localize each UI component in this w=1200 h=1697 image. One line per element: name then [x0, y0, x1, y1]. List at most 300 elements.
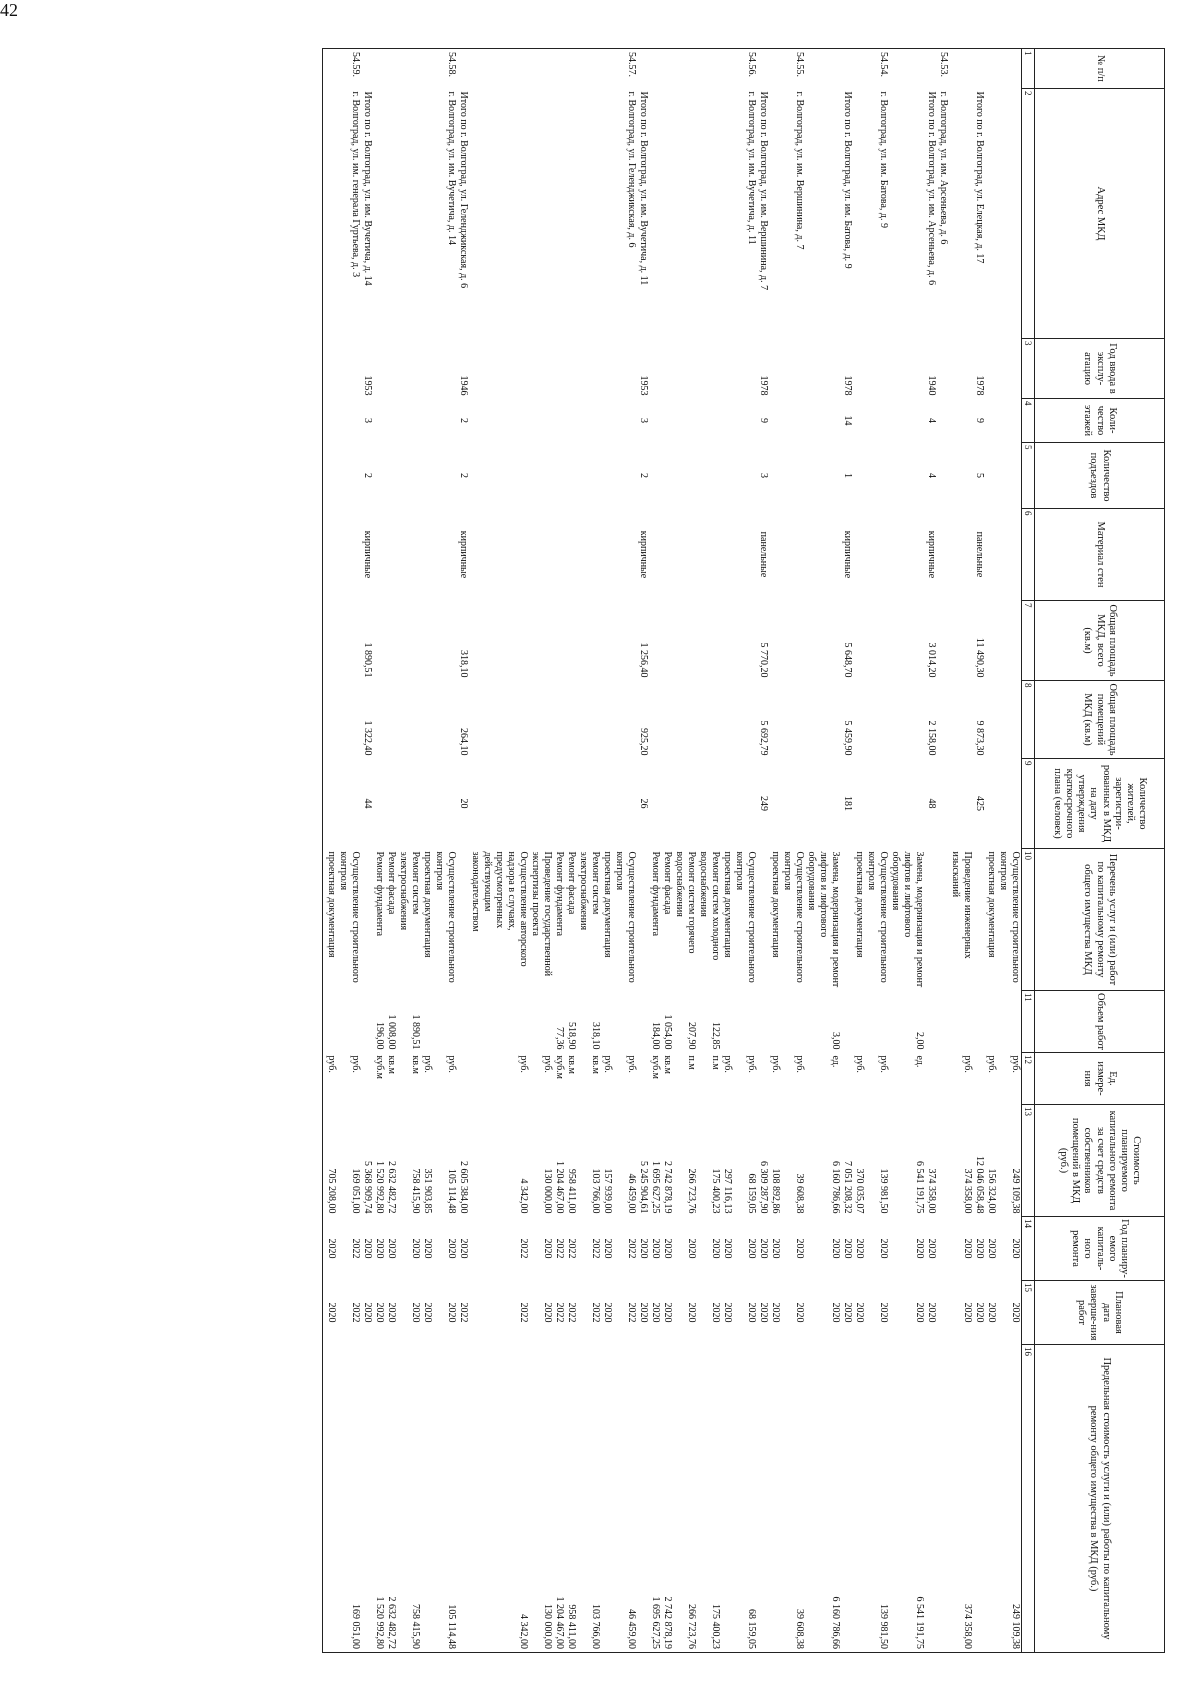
year-built-cell: 1953 — [362, 375, 373, 396]
row-number-cell — [553, 49, 565, 89]
unit-cell: руб. — [602, 1055, 613, 1073]
col-header: Год планиру-емого капиталь-ного ремонта — [1035, 1217, 1165, 1281]
row-number-cell — [637, 49, 649, 89]
row-number-cell — [661, 49, 673, 89]
col-header: Объем работ — [1035, 991, 1165, 1053]
total-area-cell — [673, 601, 697, 681]
cost-limit-cell: 1 695 627,25 — [649, 1345, 661, 1653]
wall-material-cell — [373, 509, 385, 601]
unit-cell — [457, 1053, 469, 1105]
residents-count-cell: 181 — [842, 796, 853, 811]
floor-count-cell — [949, 399, 973, 443]
cost-limit-cell: 130 000,00 — [529, 1345, 553, 1653]
planned-cost-cell: 2 632 482,72 — [386, 1161, 397, 1214]
year-built-cell — [469, 339, 529, 399]
row-number-cell — [997, 49, 1022, 89]
work-volume-cell — [529, 991, 553, 1053]
work-item-cell — [973, 849, 985, 991]
residents-count-cell — [385, 759, 397, 849]
unit-cell — [925, 1053, 937, 1105]
premises-area-cell — [661, 681, 673, 759]
year-built-cell: 1946 — [458, 375, 469, 396]
planned-cost-cell: 175 400,23 — [710, 1168, 721, 1214]
unit-cell: ед. — [914, 1055, 925, 1068]
repair-year-cell: 2020 — [710, 1238, 721, 1259]
unit-cell: руб. — [878, 1055, 889, 1073]
premises-area-cell — [613, 681, 637, 759]
work-item-cell: проектная документация — [722, 851, 733, 958]
repair-year-cell: 2020 — [602, 1238, 613, 1259]
planned-cost-cell: 103 766,00 — [590, 1168, 601, 1214]
unit-cell: руб. — [350, 1055, 361, 1073]
premises-area-cell — [697, 681, 721, 759]
wall-material-cell — [985, 509, 997, 601]
col-header: Количество жителей, зарегистри-рованных в МКД на дату утверждения краткосрочного плана (человек) — [1035, 759, 1165, 849]
year-built-cell — [997, 339, 1022, 399]
work-volume-cell: 318,10 — [590, 1022, 601, 1050]
unit-cell: кв.м — [566, 1055, 577, 1074]
total-area-cell: 5 770,20 — [758, 642, 769, 678]
unit-cell: руб. — [962, 1055, 973, 1073]
entrance-count-cell — [985, 443, 997, 509]
cost-limit-cell: 68 159,05 — [733, 1345, 757, 1653]
wall-material-cell: панельные — [974, 531, 985, 578]
premises-area-cell — [553, 681, 565, 759]
cost-limit-cell: 2 632 482,72 — [385, 1345, 397, 1653]
address-cell: г. Волгоград, ул. им. генерала Гуртьева, д. 3 — [350, 91, 361, 278]
table-row — [529, 49, 553, 1653]
row-number-cell: 54.53. — [937, 49, 949, 89]
repair-year-cell: 2020 — [758, 1238, 769, 1259]
unit-cell: куб.м — [650, 1055, 661, 1080]
row-number-cell — [769, 49, 781, 89]
work-item-cell: проектная документация — [602, 851, 613, 958]
premises-area-cell — [373, 681, 385, 759]
work-volume-cell — [325, 991, 337, 1053]
work-volume-cell — [457, 991, 469, 1053]
entrance-count-cell — [949, 443, 973, 509]
row-number-cell — [457, 49, 469, 89]
repair-year-cell: 2020 — [446, 1238, 457, 1259]
residents-count-cell — [937, 759, 949, 849]
row-number-cell — [421, 49, 433, 89]
table-row — [949, 49, 973, 1653]
repair-year-cell: 2020 — [386, 1238, 397, 1259]
col-number: 8 — [1022, 681, 1035, 759]
total-area-cell — [985, 601, 997, 681]
residents-count-cell — [805, 759, 841, 849]
floor-count-cell: 9 — [974, 418, 985, 423]
unit-cell — [361, 1053, 373, 1105]
repair-year-cell: 2020 — [362, 1238, 373, 1259]
total-area-cell — [937, 601, 949, 681]
cost-limit-cell: 139 981,50 — [865, 1345, 889, 1653]
completion-date-cell: 2020 — [962, 1302, 973, 1323]
work-item-cell — [937, 849, 949, 991]
premises-area-cell — [949, 681, 973, 759]
year-built-cell: 1940 — [926, 375, 937, 396]
col-number: 5 — [1022, 443, 1035, 509]
floor-count-cell — [997, 399, 1022, 443]
table-row — [457, 49, 469, 1653]
residents-count-cell: 249 — [758, 796, 769, 811]
total-area-cell: 1 890,51 — [362, 642, 373, 678]
unit-cell — [757, 1053, 769, 1105]
col-header: № п/п — [1035, 49, 1165, 89]
floor-count-cell — [649, 399, 661, 443]
year-built-cell — [889, 339, 925, 399]
wall-material-cell — [649, 509, 661, 601]
unit-cell: кв.м — [386, 1055, 397, 1074]
work-item-cell — [757, 849, 769, 991]
year-built-cell — [613, 339, 637, 399]
address-cell: Итого по г. Волгоград, ул. им. Вучетича, д. 11 — [638, 91, 649, 286]
wall-material-cell — [553, 509, 565, 601]
col-number: 14 — [1022, 1217, 1035, 1281]
entrance-count-cell — [697, 443, 721, 509]
table-row — [553, 49, 565, 1653]
column-number-row — [1022, 49, 1035, 1653]
work-volume-cell: 518,90 — [566, 1022, 577, 1050]
wall-material-cell — [601, 509, 613, 601]
table-row — [937, 49, 949, 1653]
planned-cost-cell: 297 116,13 — [722, 1168, 733, 1214]
repair-year-cell: 2020 — [374, 1238, 385, 1259]
total-area-cell — [421, 601, 433, 681]
repair-year-cell: 2020 — [746, 1238, 757, 1259]
cost-limit-cell: 46 459,00 — [613, 1345, 637, 1653]
work-item-cell: Ремонт систем электроснабжения — [398, 851, 421, 931]
col-number: 9 — [1022, 759, 1035, 849]
wall-material-cell — [997, 509, 1022, 601]
work-item-cell: Осуществление строительного контроля — [614, 851, 637, 983]
row-number-cell — [565, 49, 577, 89]
entrance-count-cell — [865, 443, 889, 509]
table-row — [649, 49, 661, 1653]
work-item-cell: Осуществление строительного контроля — [998, 851, 1021, 983]
completion-date-cell: 2020 — [326, 1302, 337, 1323]
cost-limit-cell — [769, 1345, 781, 1653]
unit-cell — [973, 1053, 985, 1105]
floor-count-cell — [661, 399, 673, 443]
total-area-cell: 1 256,40 — [638, 642, 649, 678]
repair-year-cell: 2020 — [422, 1238, 433, 1259]
premises-area-cell — [733, 681, 757, 759]
address-cell — [985, 89, 997, 339]
planned-cost-cell: 1 695 627,25 — [650, 1161, 661, 1214]
unit-cell: кв.м — [662, 1055, 673, 1074]
wall-material-cell — [337, 509, 361, 601]
total-area-cell — [733, 601, 757, 681]
residents-count-cell — [949, 759, 973, 849]
premises-area-cell — [577, 681, 601, 759]
repair-year-cell: 2022 — [350, 1238, 361, 1259]
residents-count-cell — [601, 759, 613, 849]
year-built-cell — [673, 339, 697, 399]
address-cell — [529, 89, 553, 339]
total-area-cell — [325, 601, 337, 681]
table-row — [781, 49, 805, 1653]
table-row — [601, 49, 613, 1653]
col-number: 15 — [1022, 1281, 1035, 1345]
total-area-cell — [661, 601, 673, 681]
total-area-cell — [397, 601, 421, 681]
row-number-cell — [361, 49, 373, 89]
repair-year-cell: 2020 — [770, 1238, 781, 1259]
entrance-count-cell — [805, 443, 841, 509]
row-number-cell: 54.59. — [337, 49, 361, 89]
residents-count-cell — [853, 759, 865, 849]
unit-cell: п.м — [686, 1055, 697, 1070]
col-number: 13 — [1022, 1105, 1035, 1217]
floor-count-cell — [865, 399, 889, 443]
row-number-cell — [325, 49, 337, 89]
year-built-cell — [697, 339, 721, 399]
total-area-cell — [601, 601, 613, 681]
work-volume-cell — [973, 991, 985, 1053]
entrance-count-cell — [565, 443, 577, 509]
repair-year-cell: 2020 — [650, 1238, 661, 1259]
repair-year-cell: 2022 — [518, 1238, 529, 1259]
work-item-cell — [637, 849, 649, 991]
year-built-cell — [661, 339, 673, 399]
row-number-cell — [853, 49, 865, 89]
floor-count-cell — [697, 399, 721, 443]
address-cell — [385, 89, 397, 339]
residents-count-cell: 20 — [458, 798, 469, 809]
cost-limit-cell: 175 400,23 — [697, 1345, 721, 1653]
year-built-cell: 1978 — [758, 375, 769, 396]
residents-count-cell — [433, 759, 457, 849]
planned-cost-cell: 351 903,85 — [422, 1168, 433, 1214]
table-row — [325, 49, 337, 1653]
completion-date-cell: 2020 — [650, 1302, 661, 1323]
premises-area-cell — [889, 681, 925, 759]
planned-cost-cell — [937, 1105, 949, 1217]
address-cell — [577, 89, 601, 339]
unit-cell: руб. — [626, 1055, 637, 1073]
cost-limit-cell — [841, 1345, 853, 1653]
residents-count-cell: 26 — [638, 798, 649, 809]
entrance-count-cell: 5 — [974, 473, 985, 478]
completion-date-cell: 2020 — [422, 1302, 433, 1323]
unit-cell: руб. — [326, 1055, 337, 1073]
wall-material-cell — [673, 509, 697, 601]
col-number: 10 — [1022, 849, 1035, 991]
cost-limit-cell — [853, 1345, 865, 1653]
work-item-cell: Осуществление строительного контроля — [782, 851, 805, 983]
unit-cell: руб. — [518, 1055, 529, 1073]
planned-cost-cell: 1 204 467,00 — [554, 1161, 565, 1214]
cost-limit-cell — [421, 1345, 433, 1653]
work-volume-cell — [757, 991, 769, 1053]
completion-date-cell: 2020 — [410, 1302, 421, 1323]
work-volume-cell — [637, 991, 649, 1053]
unit-cell: куб.м — [554, 1055, 565, 1080]
address-cell: Итого по г. Волгоград, ул. Геленджикская, д. 6 — [458, 91, 469, 289]
residents-count-cell — [769, 759, 781, 849]
table-row — [673, 49, 697, 1653]
year-built-cell — [865, 339, 889, 399]
rotated-table-sheet — [40, 48, 1165, 1652]
work-volume-cell — [853, 991, 865, 1053]
premises-area-cell — [529, 681, 553, 759]
cost-limit-cell: 4 342,00 — [469, 1345, 529, 1653]
residents-count-cell: 425 — [974, 796, 985, 811]
planned-cost-cell: 46 459,00 — [626, 1173, 637, 1214]
floor-count-cell — [853, 399, 865, 443]
repair-year-cell: 2020 — [410, 1238, 421, 1259]
address-cell — [721, 89, 733, 339]
work-volume-cell — [769, 991, 781, 1053]
cost-limit-cell: 1 204 467,00 — [553, 1345, 565, 1653]
table-row — [985, 49, 997, 1653]
residents-count-cell — [553, 759, 565, 849]
row-number-cell — [949, 49, 973, 89]
completion-date-cell: 2020 — [842, 1302, 853, 1323]
year-built-cell — [325, 339, 337, 399]
row-number-cell — [373, 49, 385, 89]
work-item-cell: Осуществление строительного контроля — [338, 851, 361, 983]
year-built-cell — [529, 339, 553, 399]
completion-date-cell: 2020 — [1010, 1302, 1021, 1323]
work-volume-cell: 1 890,51 — [410, 1014, 421, 1050]
residents-count-cell — [469, 759, 529, 849]
row-number-cell — [925, 49, 937, 89]
work-item-cell — [925, 849, 937, 991]
table-row — [853, 49, 865, 1653]
entrance-count-cell — [433, 443, 457, 509]
address-cell — [553, 89, 565, 339]
residents-count-cell — [673, 759, 697, 849]
table-row — [697, 49, 721, 1653]
residents-count-cell — [373, 759, 385, 849]
address-cell — [325, 89, 337, 339]
repair-year-cell: 2020 — [458, 1238, 469, 1259]
year-built-cell — [949, 339, 973, 399]
floor-count-cell: 3 — [362, 418, 373, 423]
work-item-cell: Ремонт фундамента — [650, 851, 661, 937]
work-volume-cell — [421, 991, 433, 1053]
work-item-cell: Проведение инженерных изысканий — [950, 851, 973, 959]
premises-area-cell — [649, 681, 661, 759]
capital-repair-table — [322, 48, 1165, 1653]
total-area-cell — [697, 601, 721, 681]
premises-area-cell — [325, 681, 337, 759]
completion-date-cell: 2022 — [590, 1302, 601, 1323]
work-volume-cell: 2,00 — [914, 1032, 925, 1050]
cost-limit-cell — [601, 1345, 613, 1653]
cost-limit-cell: 169 051,00 — [337, 1345, 361, 1653]
premises-area-cell — [781, 681, 805, 759]
col-number: 12 — [1022, 1053, 1035, 1105]
total-area-cell — [805, 601, 841, 681]
completion-date-cell: 2020 — [362, 1302, 373, 1323]
completion-date-cell: 2020 — [386, 1302, 397, 1323]
unit-cell: куб.м — [374, 1055, 385, 1080]
entrance-count-cell — [853, 443, 865, 509]
floor-count-cell — [421, 399, 433, 443]
planned-cost-cell: 374 358,00 — [962, 1168, 973, 1214]
premises-area-cell: 1 322,40 — [362, 720, 373, 756]
floor-count-cell — [553, 399, 565, 443]
floor-count-cell — [397, 399, 421, 443]
wall-material-cell: кирпичные — [638, 530, 649, 579]
entrance-count-cell — [385, 443, 397, 509]
floor-count-cell: 4 — [926, 418, 937, 423]
floor-count-cell — [985, 399, 997, 443]
table-row — [841, 49, 853, 1653]
wall-material-cell — [769, 509, 781, 601]
address-cell: г. Волгоград, ул. Геленджикская, д. 6 — [626, 91, 637, 248]
work-item-cell: Замена, модернизация и ремонт лифтов и лифтового оборудования — [806, 851, 841, 988]
work-item-cell: Ремонт фасада — [566, 851, 577, 915]
address-cell — [997, 89, 1022, 339]
work-item-cell: Ремонт фасада — [386, 851, 397, 915]
repair-year-cell: 2022 — [566, 1238, 577, 1259]
premises-area-cell — [565, 681, 577, 759]
cost-limit-cell: 958 411,00 — [565, 1345, 577, 1653]
planned-cost-cell: 6 160 786,66 — [830, 1161, 841, 1214]
table-row — [469, 49, 529, 1653]
unit-cell: ед. — [830, 1055, 841, 1068]
residents-count-cell: 48 — [926, 798, 937, 809]
entrance-count-cell — [649, 443, 661, 509]
premises-area-cell — [421, 681, 433, 759]
residents-count-cell — [421, 759, 433, 849]
year-built-cell — [337, 339, 361, 399]
year-built-cell — [649, 339, 661, 399]
row-number-cell: 54.55. — [781, 49, 805, 89]
repair-year-cell: 2020 — [854, 1238, 865, 1259]
row-number-cell — [757, 49, 769, 89]
unit-cell: руб. — [770, 1055, 781, 1073]
floor-count-cell — [433, 399, 457, 443]
planned-cost-cell: 156 324,00 — [986, 1168, 997, 1214]
work-item-cell — [361, 849, 373, 991]
address-cell: г. Волгоград, ул. им. Вучетича, д. 14 — [446, 91, 457, 245]
floor-count-cell — [937, 399, 949, 443]
planned-cost-cell: 958 411,00 — [566, 1168, 577, 1214]
col-header: Общая площадь МКД, всего (кв.м) — [1035, 601, 1165, 681]
col-number: 1 — [1022, 49, 1035, 89]
wall-material-cell — [577, 509, 601, 601]
residents-count-cell — [565, 759, 577, 849]
wall-material-cell: кирпичные — [842, 530, 853, 579]
address-cell — [469, 89, 529, 339]
address-cell: Итого по г. Волгоград, ул. им. Арсеньева, д. 6 — [926, 91, 937, 286]
year-built-cell — [385, 339, 397, 399]
address-cell: Итого по г. Волгоград, ул. им. Батова, д. 9 — [842, 91, 853, 269]
col-number: 16 — [1022, 1345, 1035, 1653]
col-number: 3 — [1022, 339, 1035, 399]
unit-cell: руб. — [986, 1055, 997, 1073]
planned-cost-cell: 68 159,05 — [746, 1173, 757, 1214]
premises-area-cell — [397, 681, 421, 759]
entrance-count-cell — [577, 443, 601, 509]
table-row — [397, 49, 421, 1653]
floor-count-cell — [469, 399, 529, 443]
premises-area-cell: 5 459,90 — [842, 720, 853, 756]
address-cell — [421, 89, 433, 339]
table-row — [421, 49, 433, 1653]
address-cell: г. Волгоград, ул. им. Вершинина, д. 7 — [794, 91, 805, 250]
address-cell: Итого по г. Волгоград, ул. им. Вершинина, д. 7 — [758, 91, 769, 291]
cost-limit-cell: 6 160 786,66 — [805, 1345, 841, 1653]
work-item-cell: проектная документация — [422, 851, 433, 958]
entrance-count-cell — [529, 443, 553, 509]
work-volume-cell — [925, 991, 937, 1053]
